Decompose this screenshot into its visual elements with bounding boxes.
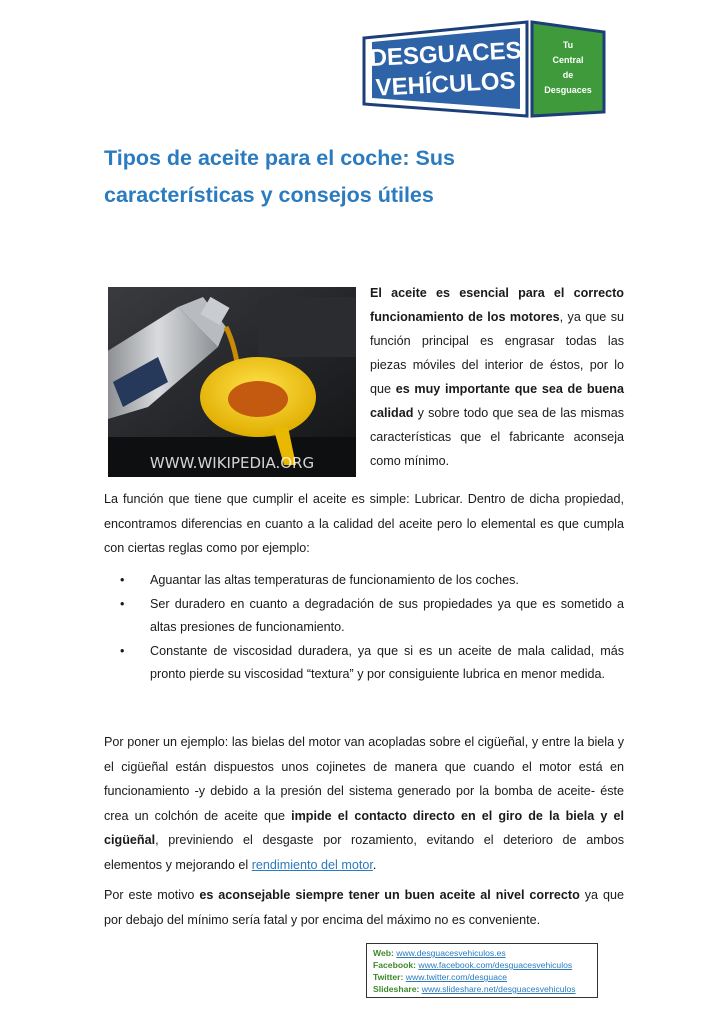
title-line2: características y consejos útiles [104,183,434,207]
page-title [104,140,624,214]
logo-side-line4: Desguaces [544,85,592,95]
list-item: • Aguantar las altas temperaturas de funcionamiento de los coches. [104,569,624,593]
engine-performance-link[interactable]: rendimiento del motor [251,857,373,872]
footer-twitter-row: Twitter: www.twitter.com/desguace [373,972,508,982]
intro-text-1: , ya que su función principal es engrasar todas las piezas móviles del interior de éstos, por lo que [370,310,624,396]
web-link[interactable]: www.desguacesvehiculos.es [396,948,506,958]
footer-slideshare-row: Slideshare: www.slideshare.net/desguacesvehiculos [373,984,576,994]
intro-text-2: y sobre todo que sea de las mismas características que el fabricante aconseja como mínimo. [370,406,624,468]
facebook-link[interactable]: www.facebook.com/desguacesvehiculos [418,960,573,970]
logo-main-line1: DESGUACES [368,37,523,72]
contact-box [366,943,598,998]
photo-watermark: WWW.WIKIPEDIA.ORG [149,454,315,472]
paragraph-example: Por poner un ejemplo: las bielas del motor van acopladas sobre el cigüeñal, y entre la biela y el cigüeñal están dispuestos unos cojinetes de manera que cuando el motor está en funcionamiento -y debido a la presión del sistema generado por la bomba de aceite- éste crea un colchón de aceite que impide el contacto directo en el giro de la biela y el cigüeñal, previniendo el desgaste por rozamiento, evitando el deterioro de ambos elementos y mejorando el rendimiento del motor. [104,735,624,872]
desguaces-vehiculos-logo [362,18,612,120]
list-item: • Ser duradero en cuanto a degradación de sus propiedades ya que es sometido a altas presiones de funcionamiento. [104,593,624,640]
intro-paragraph [370,281,624,473]
logo-side-line3: de [562,70,574,80]
footer-facebook-row: Facebook: www.facebook.com/desguacesvehiculos [373,960,573,970]
bullet-icon: • [120,643,125,658]
logo-side-line2: Central [552,55,584,65]
example-bold: impide el contacto directo en el giro de la biela y el cigüeñal [104,808,624,847]
title-line1: Tipos de aceite para el coche: Sus [104,146,455,170]
oil-funnel-illustration [108,287,356,477]
logo-side-line1: Tu [562,40,574,50]
paragraph-function: La función que tiene que cumplir el aceite es simple: Lubricar. Dentro de dicha propiedad, encontramos diferencias en cuanto a la calidad del aceite pero lo elemental es que cumpla con ciertas reglas como por ejemplo: [104,492,624,555]
footer-web-row: Web: www.desguacesvehiculos.es [373,948,506,958]
requirements-list [104,569,624,687]
intro-bold-1: El aceite es esencial para el correcto funcionamiento de los motores [370,286,624,324]
bullet-icon: • [120,573,125,587]
list-item: • Constante de viscosidad duradera, ya que si es un aceite de mala calidad, más pronto pierde su viscosidad “textura” y por consiguiente lubrica en menor medida. [104,640,624,687]
paragraph-conclusion: Por este motivo es aconsejable siempre tener un buen aceite al nivel correcto ya que por debajo del mínimo sería fatal y por encima del máximo no es conveniente. [104,888,624,927]
twitter-link[interactable]: www.twitter.com/desguace [405,972,508,982]
intro-bold-2: es muy importante que sea de buena calidad [370,382,624,420]
oil-pouring-photo [108,287,356,477]
logo-main-line2: VEHÍCULOS [374,67,517,102]
conclusion-bold: es aconsejable siempre tener un buen aceite al nivel correcto [199,888,580,902]
bullet-icon: • [120,596,125,611]
slideshare-link[interactable]: www.slideshare.net/desguacesvehiculos [421,984,576,994]
